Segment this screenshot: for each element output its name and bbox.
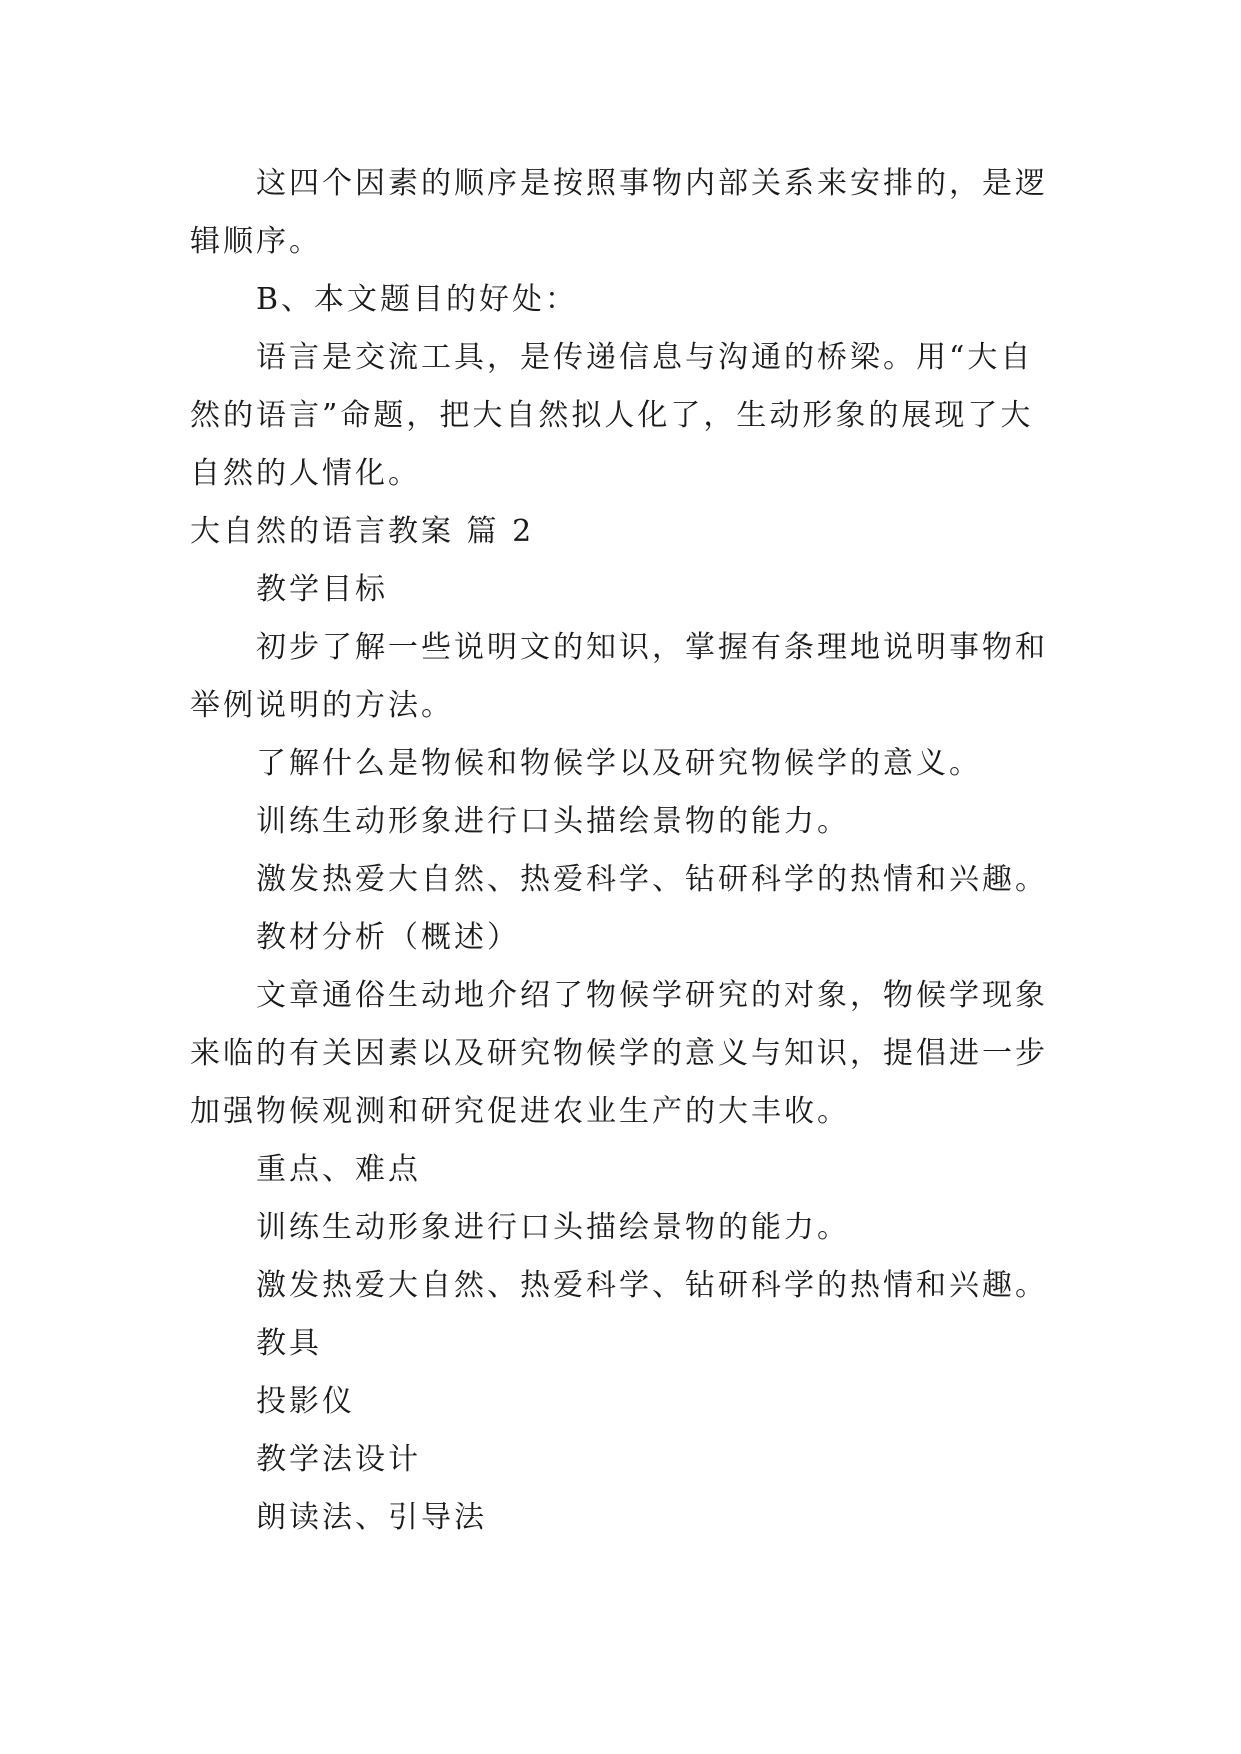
paragraph-line: 朗读法、引导法	[256, 1500, 487, 1535]
paragraph-line: B、本文题目的好处：	[256, 282, 579, 317]
subheading: 重点、难点	[256, 1152, 421, 1187]
paragraph-line: 语言是交流工具，是传递信息与沟通的桥梁。用“大自	[256, 340, 1034, 375]
subheading: 教学目标	[256, 572, 388, 607]
paragraph-line: 文章通俗生动地介绍了物候学研究的对象，物候学现象	[256, 978, 1048, 1013]
paragraph-line: 然的语言”命题，把大自然拟人化了，生动形象的展现了大	[190, 398, 1034, 433]
paragraph-line: 训练生动形象进行口头描绘景物的能力。	[256, 804, 850, 839]
subheading: 教学法设计	[256, 1442, 421, 1477]
paragraph-line: 辑顺序。	[190, 224, 322, 259]
paragraph-line: 这四个因素的顺序是按照事物内部关系来安排的，是逻	[256, 166, 1048, 201]
subheading: 教材分析（概述）	[256, 920, 520, 955]
paragraph-line: 投影仪	[256, 1384, 355, 1419]
paragraph-line: 初步了解一些说明文的知识，掌握有条理地说明事物和	[256, 630, 1048, 665]
paragraph-line: 来临的有关因素以及研究物候学的意义与知识，提倡进一步	[190, 1036, 1048, 1071]
paragraph-line: 举例说明的方法。	[190, 688, 454, 723]
paragraph-line: 加强物候观测和研究促进农业生产的大丰收。	[190, 1094, 850, 1129]
section-heading: 大自然的语言教案 篇 2	[190, 514, 535, 549]
paragraph-line: 激发热爱大自然、热爱科学、钻研科学的热情和兴趣。	[256, 1268, 1048, 1303]
subheading: 教具	[256, 1326, 322, 1361]
paragraph-line: 激发热爱大自然、热爱科学、钻研科学的热情和兴趣。	[256, 862, 1048, 897]
paragraph-line: 自然的人情化。	[190, 456, 421, 491]
paragraph-line: 了解什么是物候和物候学以及研究物候学的意义。	[256, 746, 982, 781]
paragraph-line: 训练生动形象进行口头描绘景物的能力。	[256, 1210, 850, 1245]
